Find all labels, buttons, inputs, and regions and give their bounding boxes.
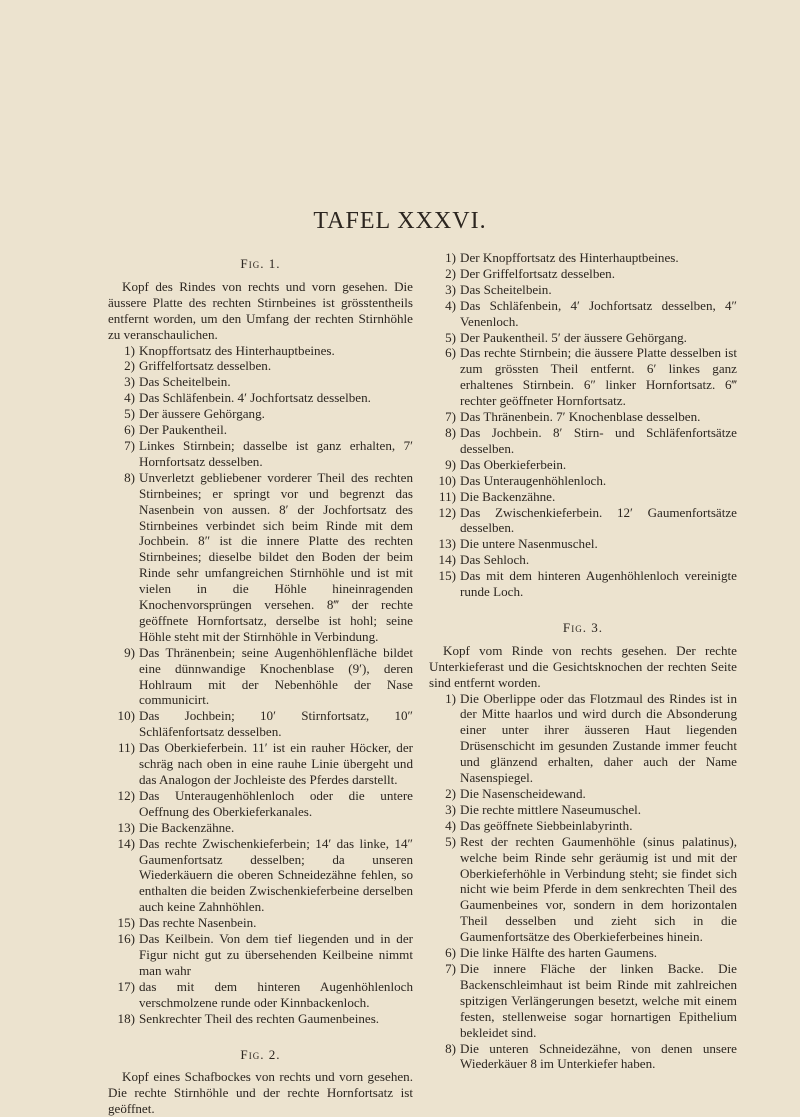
item-number: 3) [124, 374, 135, 390]
item-number: 10) [438, 472, 456, 488]
item-number: 12) [117, 787, 135, 803]
item-text: Der Paukentheil. 5′ der äussere Gehörgang. [460, 329, 687, 345]
fig1-item-12 [108, 788, 413, 820]
item-number: 5) [124, 406, 135, 422]
item-number: 17) [117, 978, 135, 994]
fig2-list [429, 250, 737, 600]
fig2-item-15 [429, 568, 737, 600]
item-number: 13) [438, 536, 456, 552]
fig2-item-9 [429, 457, 737, 473]
fig3-heading: Fig. 3. [562, 619, 604, 635]
item-text: Das rechte Stirnbein; die äussere Platte desselben ist zum grössten Theil entfernt. 6′ linkes ganz erhaltenes Stirnbein. 6″ linker Hornfortsatz. 6‴ rechter geöffneter Hornfortsatz. [460, 345, 737, 409]
item-number: 1) [445, 690, 456, 706]
fig1-item-17 [108, 979, 413, 1011]
fig1-intro: Kopf des Rindes von rechts und vorn gesehen. Die äussere Platte des rechten Stirnbeines ist grösstentheils entfernt worden, um den Umfang der rechten Stirnhöhle zu veranschaulichen. [108, 278, 413, 342]
item-text: Das Unteraugenhöhlenloch. [460, 472, 607, 488]
item-text: Das Thränenbein. 7′ Knochenblase desselben. [460, 409, 701, 425]
fig2-item-11 [429, 489, 737, 505]
item-text: Das Zwischenkieferbein. 12′ Gaumenfortsätze desselben. [460, 504, 737, 536]
item-number: 10) [117, 708, 135, 724]
item-text: Die linke Hälfte des harten Gaumens. [460, 945, 658, 961]
item-text: Das Keilbein. Von dem tief liegenden und in der Figur nicht gut zu übersehenden Keilbeine nimmt man wahr [139, 931, 413, 978]
item-text: Das rechte Nasenbein. [139, 915, 257, 931]
item-text: Das rechte Zwischenkieferbein; 14′ das linke, 14″ Gaumenfortsatz desselben; da unseren Wiederkäuern die oberen Schneidezähne fehlen, so enthalten die beiden Zwischenkieferbeine derselben auch keine Zahnhöhlen. [139, 835, 413, 915]
item-text: Das mit dem hinteren Augenhöhlenloch vereinigte runde Loch. [460, 568, 737, 600]
fig3-item-6 [429, 945, 737, 961]
item-text: Das Schläfenbein. 4′ Jochfortsatz desselben. [139, 390, 371, 406]
item-text: Unverletzt gebliebener vorderer Theil des rechten Stirnbeines; er springt vor und begrenzt das Nasenbein von aussen. 8′ der Jochfortsatz des Stirnbeines verbindet sich beim Rinde mit dem Jochbein. 8″ ist die innere Platte des rechten Stirnbeines; dieselbe bildet den Boden der beim Rinde sehr umfangreichen Stirnhöhle und ist mit vielen in die Höhle hineinragenden Knochenvorsprüngen versehen. 8‴ der rechte geöffnete Hornfortsatz, derselbe ist hohl; seine Höhle steht mit der Stirnhöhle in Verbindung. [139, 469, 413, 644]
fig1-item-7 [108, 438, 413, 470]
item-number: 2) [445, 265, 456, 281]
fig2-item-14 [429, 552, 737, 568]
item-text: Das Sehloch. [460, 552, 530, 568]
item-number: 13) [117, 819, 135, 835]
item-number: 6) [445, 345, 456, 361]
item-number: 5) [445, 329, 456, 345]
item-text: Die innere Fläche der linken Backe. Die Backenschleimhaut ist beim Rinde mit zahlreichen spitzigen Verlängerungen besetzt, welche mit einem festen, stellenweise sogar hornartigen Epithelium bekleidet sind. [460, 960, 737, 1040]
item-text: Das Thränenbein; seine Augenhöhlenfläche bildet eine dünnwandige Knochenblase (9′), deren Hohlraum mit der Nebenhöhle der Nase communicirt. [139, 644, 413, 708]
item-number: 5) [445, 833, 456, 849]
item-number: 16) [117, 931, 135, 947]
fig2-item-2 [429, 266, 737, 282]
item-number: 1) [445, 250, 456, 265]
item-text: Der Paukentheil. [139, 422, 227, 438]
fig3-item-8 [429, 1041, 737, 1073]
item-text: Die unteren Schneidezähne, von denen unsere Wiederkäuer 8 im Unterkiefer haben. [460, 1040, 737, 1072]
fig1-heading: Fig. 1. [240, 256, 281, 271]
item-number: 14) [438, 552, 456, 568]
item-number: 2) [445, 786, 456, 801]
fig1-item-2 [108, 358, 413, 374]
fig1-item-16 [108, 931, 413, 979]
item-number: 14) [117, 835, 135, 851]
item-text: Knopffortsatz des Hinterhauptbeines. [139, 342, 335, 358]
fig1-list [108, 343, 413, 1027]
fig1-item-3 [108, 374, 413, 390]
item-text: das mit dem hinteren Augenhöhlenloch verschmolzene runde oder Kinnbackenloch. [139, 978, 413, 1010]
item-text: Der äussere Gehörgang. [139, 406, 265, 422]
fig2-item-10 [429, 473, 737, 489]
item-number: 11) [118, 740, 135, 756]
item-text: Das Jochbein; 10′ Stirnfortsatz, 10″ Schläfenfortsatz desselben. [139, 708, 413, 740]
item-text: Das Scheitelbein. [460, 281, 552, 297]
fig1-item-11 [108, 740, 413, 788]
fig1-item-15 [108, 915, 413, 931]
item-number: 6) [124, 422, 135, 438]
item-text: Das Scheitelbein. [139, 374, 231, 390]
item-number: 4) [445, 817, 456, 833]
item-text: Die Oberlippe oder das Flotzmaul des Rindes ist in der Mitte haarlos und wird durch die Absonderung einer unter ihrer äusseren Haut liegenden Drüsenschicht im gesunden Zustande immer feucht und glänzend erhalten, daher auch der Name Nasenspiegel. [460, 690, 737, 786]
item-text: Der Griffelfortsatz desselben. [460, 265, 616, 281]
fig2-item-4 [429, 298, 737, 330]
item-text: Das Unteraugenhöhlenloch oder die untere Oeffnung des Oberkieferkanales. [139, 787, 413, 819]
fig3-item-1 [429, 691, 737, 786]
fig1-item-5 [108, 406, 413, 422]
item-text: Das Schläfenbein, 4′ Jochfortsatz desselben, 4″ Venenloch. [460, 297, 737, 329]
item-number: 11) [439, 488, 456, 504]
fig1-item-9 [108, 645, 413, 709]
fig2-item-13 [429, 536, 737, 552]
item-number: 7) [445, 960, 456, 976]
item-number: 7) [124, 437, 135, 453]
fig1-item-13 [108, 820, 413, 836]
item-number: 9) [124, 644, 135, 660]
item-number: 9) [445, 456, 456, 472]
item-number: 7) [445, 409, 456, 425]
item-text: Die untere Nasenmuschel. [460, 536, 598, 552]
item-text: Senkrechter Theil des rechten Gaumenbeines. [139, 1010, 380, 1026]
item-text: Der Knopffortsatz des Hinterhauptbeines. [460, 250, 679, 265]
fig1-item-4 [108, 390, 413, 406]
fig2-item-5 [429, 330, 737, 346]
item-number: 8) [124, 469, 135, 485]
fig2-item-8 [429, 425, 737, 457]
item-text: Die Backenzähne. [139, 819, 235, 835]
item-number: 12) [438, 504, 456, 520]
fig3-list [429, 691, 737, 1073]
item-text: Die rechte mittlere Naseumuschel. [460, 801, 642, 817]
item-text: Das geöffnete Siebbeinlabyrinth. [460, 817, 633, 833]
fig3-intro: Kopf vom Rinde von rechts gesehen. Der rechte Unterkieferast und die Gesichtsknochen der rechten Seite sind entfernt worden. [429, 642, 737, 690]
fig1-item-8 [108, 470, 413, 645]
item-number: 15) [438, 568, 456, 584]
item-text: Das Oberkieferbein. [460, 456, 567, 472]
item-number: 3) [445, 801, 456, 817]
item-number: 8) [445, 1040, 456, 1056]
left-column [108, 250, 413, 1117]
item-text: Das Oberkieferbein. 11′ ist ein rauher Höcker, der schräg nach oben in eine rauhe Linie übergeht und das Analogon der Jochleiste des Pferdes darstellt. [139, 740, 413, 787]
fig3-item-4 [429, 818, 737, 834]
item-number: 2) [124, 358, 135, 374]
fig2-heading: Fig. 2. [240, 1046, 281, 1062]
right-column [429, 250, 737, 1072]
item-text: Linkes Stirnbein; dasselbe ist ganz erhalten, 7′ Hornfortsatz desselben. [139, 437, 413, 469]
fig2-intro: Kopf eines Schafbockes von rechts und vorn gesehen. Die rechte Stirnhöhle und der rechte Hornfortsatz ist geöffnet. [108, 1069, 413, 1117]
item-text: Die Backenzähne. [460, 488, 556, 504]
item-text: Rest der rechten Gaumenhöhle (sinus palatinus), welche beim Rinde sehr geräumig ist und mit der Oberkieferhöhle in Verbindung steht; sie findet sich nicht wie beim Pferde in dem senkrechten Theil des Gaumenbeines vor, sondern in dem horizontalen Theil desselben und zieht sich in die Gaumenfortsätze des Oberkieferbeines hinein. [460, 833, 737, 945]
fig1-item-6 [108, 422, 413, 438]
item-number: 6) [445, 945, 456, 961]
fig2-item-12 [429, 505, 737, 537]
fig3-item-5 [429, 834, 737, 945]
fig2-item-1 [429, 250, 737, 266]
fig1-item-10 [108, 708, 413, 740]
item-number: 4) [124, 390, 135, 406]
fig2-item-3 [429, 282, 737, 298]
fig1-item-14 [108, 836, 413, 916]
item-number: 3) [445, 281, 456, 297]
fig3-item-2 [429, 786, 737, 802]
item-number: 15) [117, 915, 135, 931]
item-text: Das Jochbein. 8′ Stirn- und Schläfenfortsätze desselben. [460, 424, 737, 456]
item-number: 4) [445, 297, 456, 313]
fig2-item-6 [429, 345, 737, 409]
item-number: 1) [124, 342, 135, 358]
page-title: TAFEL XXXVI. [313, 208, 487, 234]
fig3-item-3 [429, 802, 737, 818]
item-number: 18) [117, 1010, 135, 1026]
fig2-item-7 [429, 409, 737, 425]
item-number: 8) [445, 424, 456, 440]
fig1-item-1 [108, 343, 413, 359]
item-text: Die Nasenscheidewand. [460, 786, 586, 801]
fig1-item-18 [108, 1011, 413, 1027]
item-text: Griffelfortsatz desselben. [139, 358, 272, 374]
fig3-item-7 [429, 961, 737, 1041]
